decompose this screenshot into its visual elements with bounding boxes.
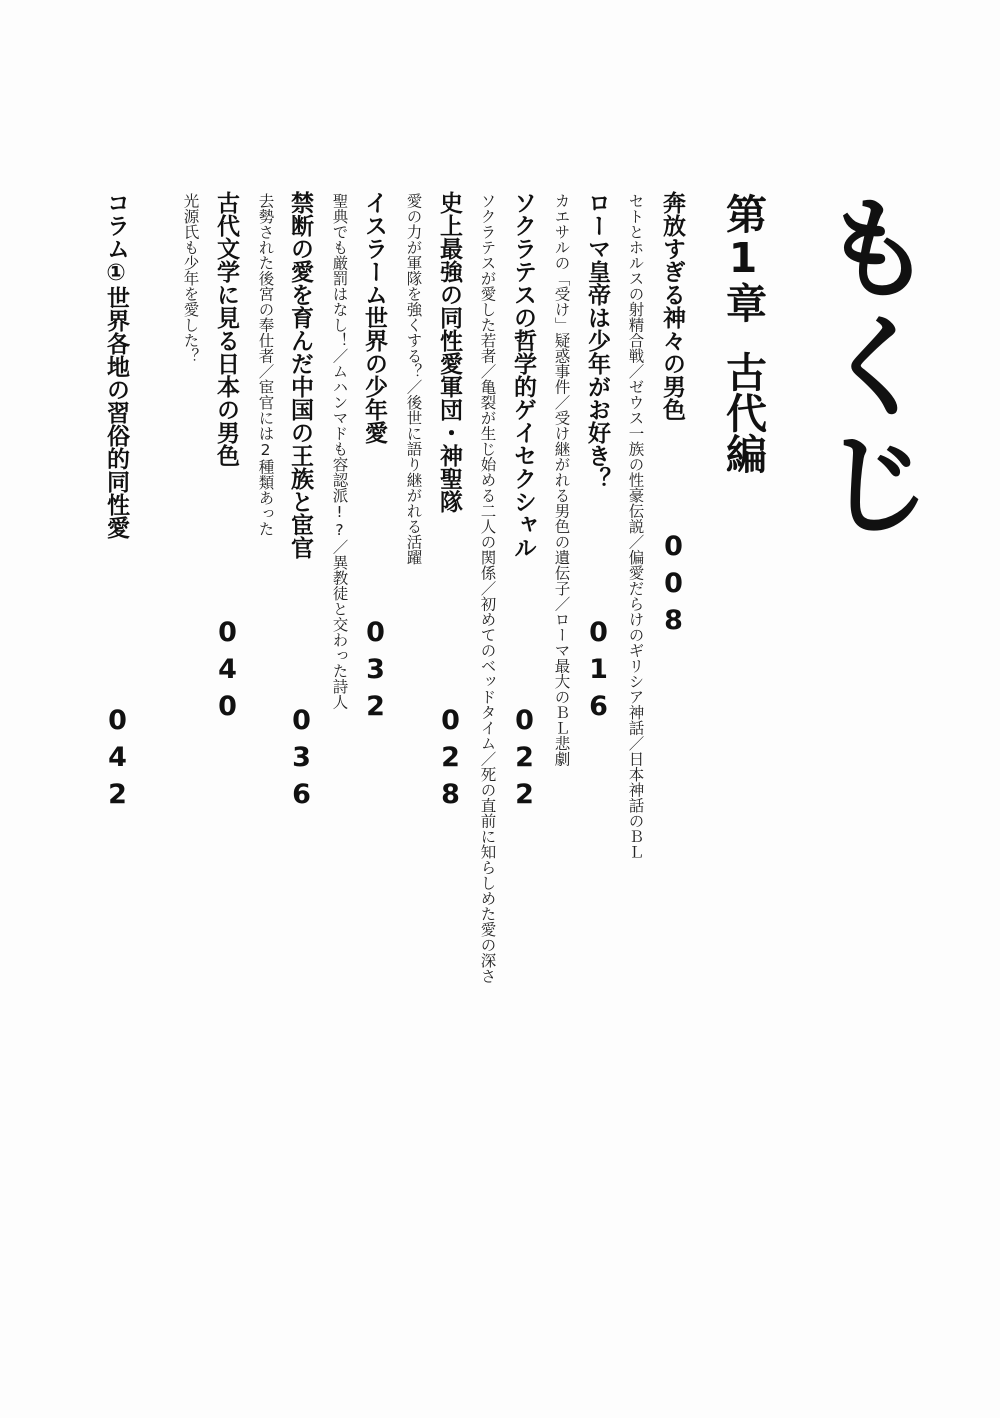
toc-heading-5[interactable]: イスラーム世界の少年愛 <box>361 191 387 444</box>
toc-heading-2[interactable]: ローマ皇帝は少年がお好き？ <box>584 191 610 490</box>
toc-page-2[interactable]: 016 <box>583 617 614 728</box>
toc-heading-7[interactable]: 古代文学に見る日本の男色 <box>213 191 239 467</box>
toc-subtitle-7: 光源氏も少年を愛した？ <box>181 193 200 364</box>
toc-page-4[interactable]: 028 <box>435 705 466 816</box>
page-title: もくじ <box>803 190 933 544</box>
chapter-number: 第1章 <box>719 193 767 323</box>
toc-subtitle-1: セトとホルスの射精合戦／ゼウス一族の性豪伝説／偏愛だらけのギリシア神話／日本神話のＢＬ <box>626 193 645 860</box>
toc-page-5[interactable]: 032 <box>360 617 391 728</box>
toc-subtitle-6: 去勢された後宮の奉仕者／宦官には2種類あった <box>256 193 275 537</box>
toc-page-7[interactable]: 040 <box>212 617 243 728</box>
toc-page-8[interactable]: 042 <box>102 705 133 816</box>
toc-subtitle-5: 聖典でも厳罰はなし！／ムハンマドも容認派!?／異教徒と交わった詩人 <box>330 193 349 710</box>
chapter-name: 古代編 <box>719 351 767 474</box>
toc-subtitle-4: 愛の力が軍隊を強くする？／後世に語り継がれる活躍 <box>404 193 423 565</box>
toc-subtitle-2: カエサルの「受け」疑惑事件／受け継がれる男色の遺伝子／ローマ最大のＢＬ悲劇 <box>552 193 571 767</box>
toc-page-6[interactable]: 036 <box>286 705 317 816</box>
toc-page-1[interactable]: 008 <box>658 531 689 642</box>
toc-heading-6[interactable]: 禁断の愛を育んだ中国の王族と宦官 <box>287 191 313 559</box>
toc-heading-1[interactable]: 奔放すぎる神々の男色 <box>659 191 685 421</box>
toc-page-3[interactable]: 022 <box>509 705 540 816</box>
chapter-heading <box>719 193 767 474</box>
toc-heading-8[interactable]: コラム①世界各地の習俗的同性愛 <box>103 191 129 539</box>
toc-heading-4[interactable]: 史上最強の同性愛軍団・神聖隊 <box>436 191 462 513</box>
toc-heading-3[interactable]: ソクラテスの哲学的ゲイセクシャル <box>510 191 536 559</box>
toc-subtitle-3: ソクラテスが愛した若者／亀裂が生じ始める二人の関係／初めてのベッドタイム／死の直前に知らしめた愛の深さ <box>478 193 497 984</box>
